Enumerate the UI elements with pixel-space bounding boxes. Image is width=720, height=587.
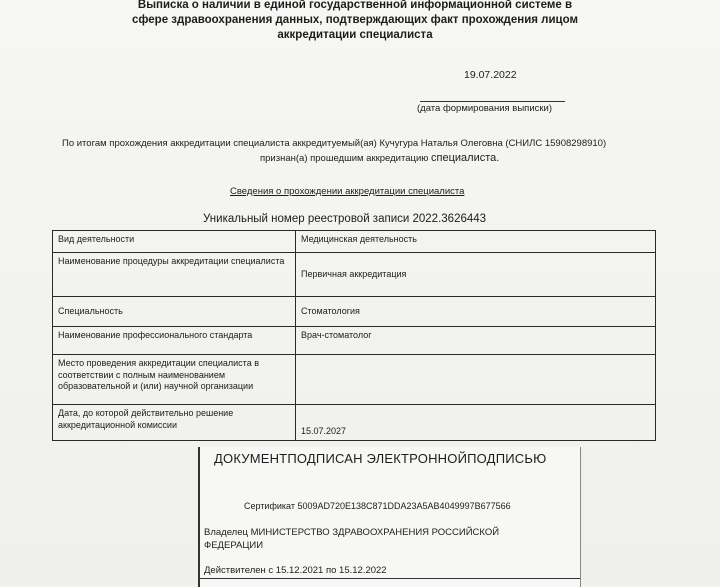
row-value: Врач-стоматолог — [296, 327, 656, 355]
table-row — [53, 231, 656, 253]
table-row — [53, 253, 656, 297]
intro-line-2-prefix: признан(а) прошедшим аккредитацию — [260, 153, 432, 164]
stamp-owner: Владелец МИНИСТЕРСТВО ЗДРАВООХРАНЕНИЯ РОССИЙСКОЙ ФЕДЕРАЦИИ — [204, 527, 500, 551]
table-row — [53, 355, 656, 405]
stamp-certificate: Сертификат 5009AD720E138C871DDA23A5AB4049997B677566 — [244, 501, 511, 511]
intro-line-2 — [62, 151, 662, 166]
stamp-validity: Действителен с 15.12.2021 по 15.12.2022 — [204, 565, 387, 576]
e-signature-stamp — [198, 447, 581, 587]
row-value-text: Первичная аккредитация — [301, 268, 407, 279]
row-label: Дата, до которой действительно решение аккредитационной комиссии — [53, 405, 296, 441]
row-label: Вид деятельности — [53, 231, 296, 253]
issue-date-caption: (дата формирования выписки) — [417, 103, 552, 114]
document-heading: Выписка о наличии в единой государственной информационной системе в сфере здравоохранения данных, подтверждающих факт прохождения лицом аккредитации специалиста — [131, 0, 578, 41]
intro-line-2-emphasis: специалиста. — [431, 152, 500, 164]
intro-line-1: По итогам прохождения аккредитации специалиста аккредитуемый(ая) Кучугура Наталья Олеговна (СНИЛС 15908298910) — [62, 138, 607, 149]
stamp-underline — [200, 578, 580, 579]
table-row — [53, 405, 656, 441]
registry-number: Уникальный номер реестровой записи 2022.3626443 — [203, 213, 487, 225]
table-row — [53, 327, 656, 355]
row-value — [296, 355, 656, 405]
row-value — [296, 297, 656, 327]
row-value-text: Стоматология — [301, 305, 360, 316]
section-title: Сведения о прохождении аккредитации специалиста — [230, 186, 465, 197]
accreditation-table — [52, 230, 656, 441]
row-label: Наименование процедуры аккредитации специалиста — [53, 253, 296, 297]
row-value: Медицинская деятельность — [296, 231, 656, 253]
row-value-text: 15.07.2027 — [301, 425, 347, 436]
row-label — [53, 297, 296, 327]
date-underline — [420, 101, 565, 102]
row-value — [296, 253, 656, 297]
issue-date: 19.07.2022 — [464, 69, 517, 81]
table-row — [53, 297, 656, 327]
stamp-title: ДОКУМЕНТПОДПИСАН ЭЛЕКТРОННОЙПОДПИСЬЮ — [214, 451, 547, 466]
row-label: Место проведения аккредитации специалиста в соответствии с полным наименованием образовательной и (или) научной организации — [53, 355, 296, 405]
intro-paragraph — [62, 137, 662, 166]
row-value — [296, 405, 656, 441]
row-label-text: Специальность — [58, 305, 123, 316]
row-label: Наименование профессионального стандарта — [53, 327, 296, 355]
